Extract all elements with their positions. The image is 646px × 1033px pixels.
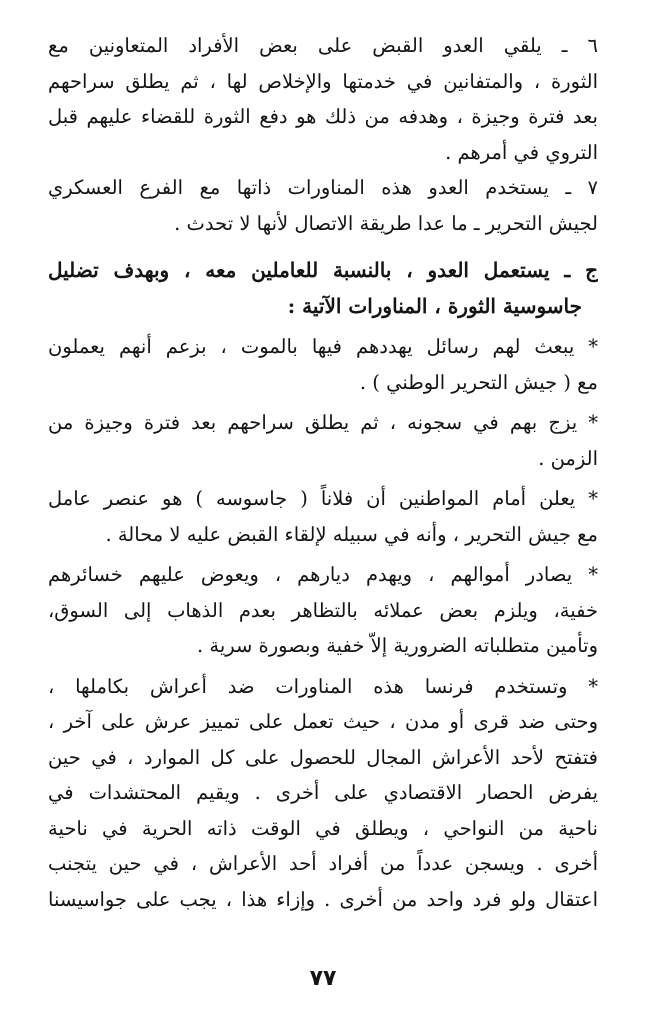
paragraph-item-6 bbox=[48, 28, 598, 170]
text-line: * وتستخدم فرنسا هذه المناورات ضد أعراش بكاملها ، bbox=[48, 674, 598, 698]
text-line: مع جيش التحرير ، وأنه في سبيله لإلقاء القبض عليه لا محالة . bbox=[105, 522, 598, 546]
text-line: ٧ ـ يستخدم العدو هذه المناورات ذاتها مع الفرع العسكري bbox=[48, 176, 598, 199]
text-line: يفرض الحصار الاقتصادي على أخرى . ويقيم المحتشدات في bbox=[48, 781, 598, 804]
text-line: فتفتح لأحد الأعراش المجال للحصول على كل الموارد ، في حين bbox=[48, 745, 598, 769]
text-line: مع ( جيش التحرير الوطني ) . bbox=[359, 370, 598, 394]
text-line: * يصادر أموالهم ، ويهدم ديارهم ، ويعوض عليهم خسائرهم bbox=[48, 563, 598, 586]
bullet-paragraph bbox=[48, 481, 598, 552]
text-line: الزمن . bbox=[538, 446, 598, 470]
heading-line: جاسوسية الثورة ، المناورات الآتية : bbox=[287, 293, 582, 318]
text-line: * يعلن أمام المواطنين أن فلاناً ( جاسوسه ) هو عنصر عامل bbox=[48, 487, 598, 510]
text-line: * يزج بهم في سجونه ، ثم يطلق سراحهم بعد فترة وجيزة من bbox=[48, 411, 598, 434]
page-number: ٧٧ bbox=[309, 966, 337, 991]
text-line: أخرى . ويسجن عدداً من أفراد أحد الأعراش ، في حين يتجنب bbox=[48, 852, 598, 875]
section-heading bbox=[48, 253, 598, 324]
text-line: * يبعث لهم رسائل يهددهم فيها بالموت ، بزعم أنهم يعملون bbox=[48, 335, 598, 358]
text-line: وتأمين متطلباته الضرورية إلاّ خفية وبصورة سرية . bbox=[196, 634, 598, 657]
text-line: بعد فترة وجيزة ، وهدفه من ذلك هو دفع الثورة للقضاء عليهم قبل bbox=[48, 105, 598, 128]
page-text bbox=[48, 28, 598, 917]
text-line: ٦ ـ يلقي العدو القبض على بعض الأفراد المتعاونين مع bbox=[48, 34, 598, 57]
text-line: خفية، ويلزم بعض عملائه بالتظاهر بعدم الذهاب إلى السوق، bbox=[48, 598, 598, 622]
bullet-paragraph bbox=[48, 557, 598, 664]
paragraph-item-7 bbox=[48, 170, 598, 241]
bullet-paragraph bbox=[48, 669, 598, 918]
text-line: ناحية من النواحي ، ويطلق في الوقت ذاته الحرية في ناحية bbox=[48, 816, 598, 840]
heading-line: ج ـ يستعمل العدو ، بالنسبة للعاملين معه ، وبهدف تضليل bbox=[48, 258, 598, 282]
text-line: الثورة ، والمتفانين في خدمتها والإخلاص لها ، ثم يطلق سراحهم bbox=[48, 69, 598, 93]
bullet-paragraph bbox=[48, 405, 598, 476]
text-line: وحتى ضد قرى أو مدن ، حيث تعمل على تمييز عرش على آخر ، bbox=[48, 710, 598, 733]
bullet-paragraph bbox=[48, 329, 598, 400]
text-line: اعتقال ولو فرد واحد من أخرى . وإزاء هذا ، يجب على جواسيسنا bbox=[48, 887, 598, 911]
text-line: التروي في أمرهم . bbox=[445, 140, 598, 164]
text-line: لجيش التحرير ـ ما عدا طريقة الاتصال لأنها لا تحدث . bbox=[174, 211, 598, 235]
